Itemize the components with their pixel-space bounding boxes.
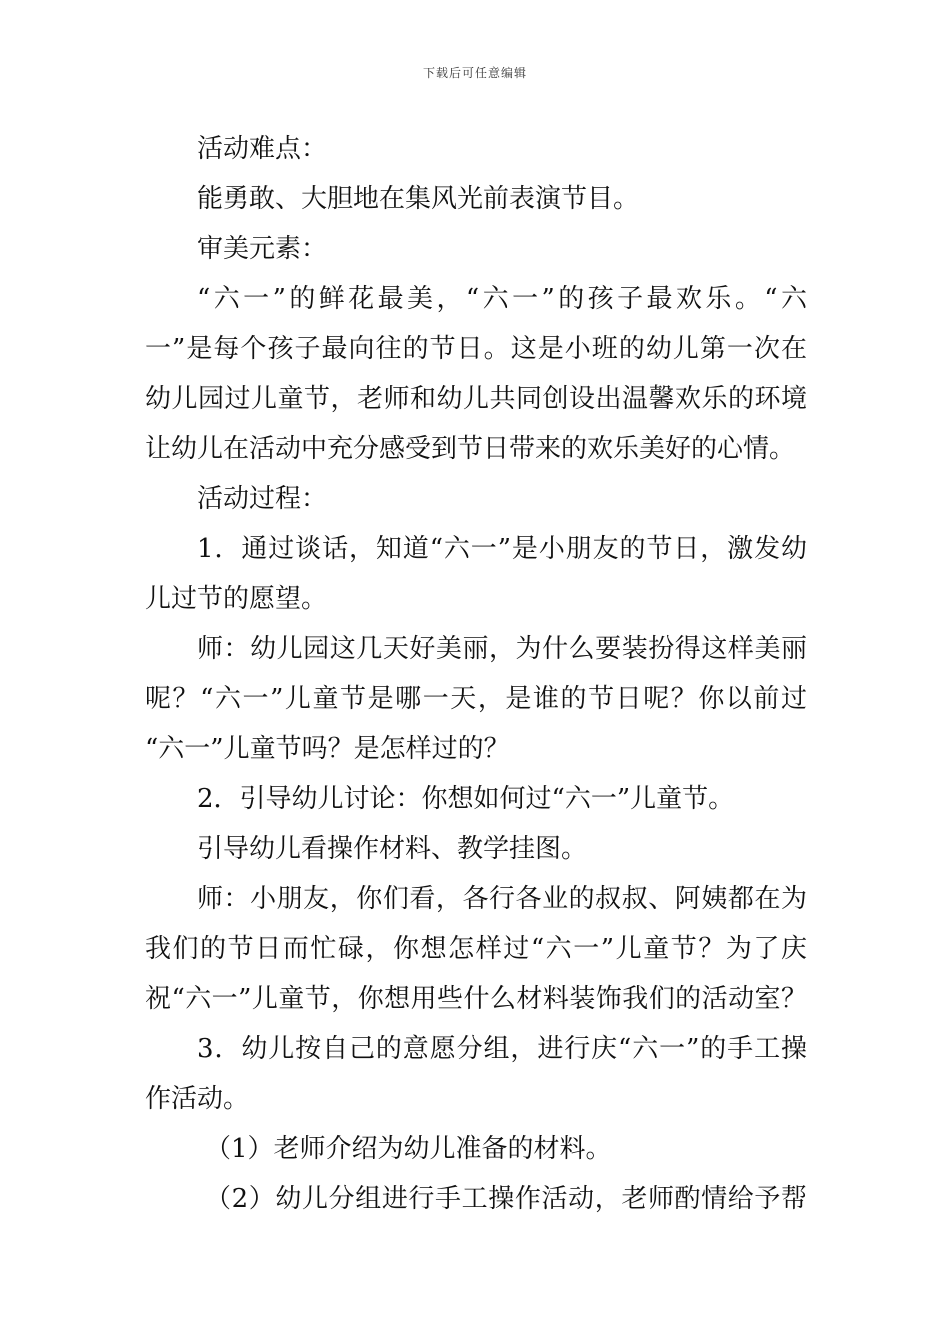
paragraph-line: 师：小朋友，你们看，各行各业的叔叔、阿姨都在为 — [197, 884, 807, 914]
document-body — [145, 124, 807, 1224]
paragraph-line: 能勇敢、大胆地在集风光前表演节目。 — [197, 184, 640, 214]
list-item: （1）老师介绍为幼儿准备的材料。 — [205, 1134, 612, 1164]
paragraph-line: 幼儿园过儿童节，老师和幼儿共同创设出温馨欢乐的环境 — [145, 384, 807, 414]
paragraph-line: 1．通过谈话，知道“六一”是小朋友的节日，激发幼 — [197, 534, 807, 564]
paragraph-line: 儿过节的愿望。 — [145, 584, 328, 614]
paragraph-line: 引导幼儿看操作材料、教学挂图。 — [197, 834, 588, 864]
paragraph-line: 我们的节日而忙碌，你想怎样过“六一”儿童节？为了庆 — [145, 934, 807, 964]
list-item: （2）幼儿分组进行手工操作活动，老师酌情给予帮 — [205, 1184, 807, 1214]
heading-activity-process: 活动过程： — [197, 484, 328, 514]
paragraph-line: “六一”儿童节吗？是怎样过的？ — [145, 734, 510, 764]
page-header-note: 下载后可任意编辑 — [422, 66, 527, 80]
paragraph-line: 作活动。 — [145, 1084, 250, 1114]
paragraph-line: 2．引导幼儿讨论：你想如何过“六一”儿童节。 — [197, 784, 735, 814]
paragraph-line: 让幼儿在活动中充分感受到节日带来的欢乐美好的心情。 — [145, 434, 796, 464]
paragraph-line: 祝“六一”儿童节，你想用些什么材料装饰我们的活动室？ — [145, 984, 807, 1014]
paragraph-line: 一”是每个孩子最向往的节日。这是小班的幼儿第一次在 — [145, 334, 807, 364]
heading-activity-difficulty: 活动难点： — [197, 134, 328, 164]
heading-aesthetic-elements: 审美元素： — [197, 234, 328, 264]
paragraph-line: 呢？“六一”儿童节是哪一天，是谁的节日呢？你以前过 — [145, 684, 807, 714]
paragraph-line: 3．幼儿按自己的意愿分组，进行庆“六一”的手工操 — [197, 1034, 807, 1064]
paragraph-line: “六一”的鲜花最美，“六一”的孩子最欢乐。“六 — [197, 284, 807, 314]
paragraph-line: 师：幼儿园这几天好美丽，为什么要装扮得这样美丽 — [197, 634, 807, 664]
